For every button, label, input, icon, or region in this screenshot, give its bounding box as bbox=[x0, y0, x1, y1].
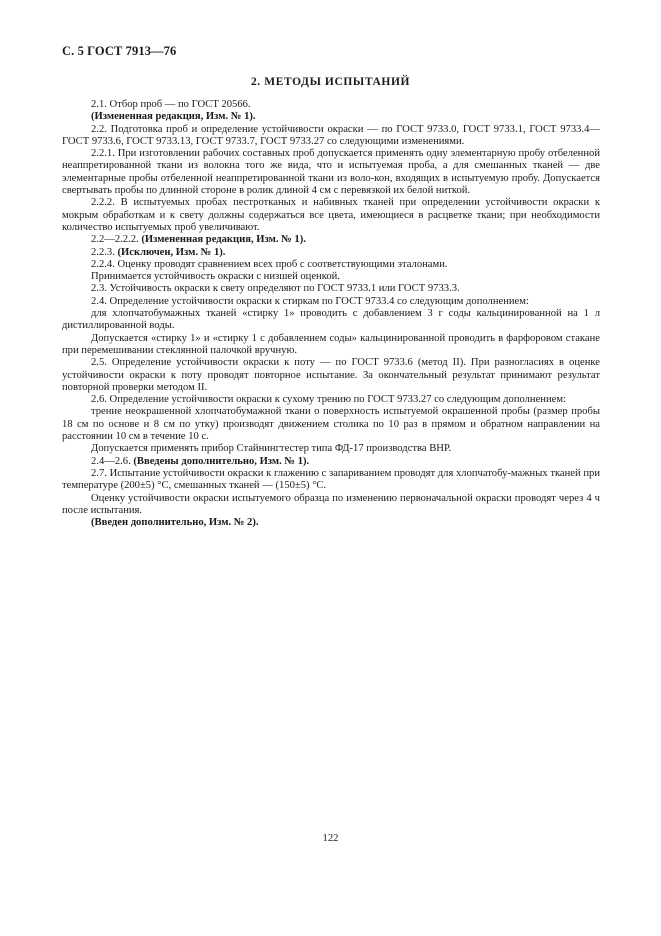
document-body bbox=[62, 99, 600, 529]
paragraph-2-1: 2.1. Отбор проб — по ГОСТ 20566. bbox=[91, 99, 251, 110]
paragraph-2-7-assessment: Оценку устойчивости окраски испытуемого образца по изменению первоначальной окраски проводят через 4 ч после испытания. bbox=[62, 492, 600, 516]
paragraph-2-6-rubbing: трение неокрашенной хлопчатобумажной ткани о поверхность испытуемой окрашенной пробы (размер пробы 18 см по основе и 8 см по утку) производят движением столика по 10 раз в прямом и обратном направлении на расстоянии 10 см в течение 10 с. bbox=[62, 406, 600, 443]
amendment-note-2-7: (Введен дополнительно, Изм. № 2). bbox=[91, 517, 259, 529]
paragraph-2-2: 2.2. Подготовка проб и определение устойчивости окраски — по ГОСТ 9733.0, ГОСТ 9733.1, ГОСТ 9733.4—ГОСТ 9733.6, ГОСТ 9733.13, ГОСТ 9733.7, ГОСТ 9733.27 со следующими изменениями. bbox=[62, 123, 600, 147]
amendment-text: (Измененная редакция, Изм. № 1). bbox=[141, 234, 306, 246]
paragraph-2-2-1: 2.2.1. При изготовлении рабочих составных проб допускается применять одну элементарную пробу отбеленной неаппретированной ткани из волокна того же вида, что и испытуемая проба, а для смешанных тканей — две элементарные пробы отбеленной неаппретированной ткани из воло-кон, входящих в испытуемую пробу. Допускается свертывать пробы по длинной стороне в ролик длиной 4 см с перевязкой их белой ниткой. bbox=[62, 148, 600, 197]
paragraph-lowest-rating: Принимается устойчивость окраски с низшей оценкой. bbox=[91, 271, 340, 283]
paragraph-2-6: 2.6. Определение устойчивости окраски к сухому трению по ГОСТ 9733.27 со следующим дополнением: bbox=[91, 394, 566, 406]
paragraph-2-7: 2.7. Испытание устойчивости окраски к глажению с запариванием проводят для хлопчатобу-мажных тканей при температуре (200±5) °С, смешанных тканей — (150±5) °С. bbox=[62, 467, 600, 492]
paragraph-2-2-2: 2.2.2. В испытуемых пробах пестротканых и набивных тканей при определении устойчивости окраски к мокрым обработкам и к свету должны содержаться все цвета, имеющиеся в расцветке ткани; при необходимости количество испытуемых проб увеличивают. bbox=[62, 197, 600, 233]
excluded-note: (Исключен, Изм. № 1). bbox=[117, 246, 226, 258]
paragraph-2-3: 2.3. Устойчивость окраски к свету определяют по ГОСТ 9733.1 или ГОСТ 9733.3. bbox=[91, 283, 460, 295]
paragraph-2-4: 2.4. Определение устойчивости окраски к стиркам по ГОСТ 9733.4 со следующим дополнением: bbox=[91, 295, 529, 307]
amendment-number: 2.4—2.6. bbox=[91, 455, 131, 467]
paragraph-2-6-device: Допускается применять прибор Стайнингтестер типа ФД-17 производства ВНР. bbox=[91, 443, 452, 455]
amendment-note-2-1: (Измененная редакция, Изм. № 1). bbox=[91, 111, 256, 123]
amendment-note-2-4-2-6 bbox=[62, 456, 600, 468]
amendment-note-2-2 bbox=[62, 234, 600, 246]
paragraph-2-2-4: 2.2.4. Оценку проводят сравнением всех проб с соответствующими эталонами. bbox=[91, 258, 448, 270]
section-title: 2. МЕТОДЫ ИСПЫТАНИЙ bbox=[250, 76, 411, 88]
paragraph-2-2-3 bbox=[62, 247, 600, 259]
paragraph-2-5: 2.5. Определение устойчивости окраски к поту — по ГОСТ 9733.6 (метод II). При разногласиях в оценке устойчивости окраски к поту проводят повторное испытание. За окончательный результат принимают результат повторной проверки методом II. bbox=[62, 357, 600, 393]
paragraph-2-4-cotton: для хлопчатобумажных тканей «стирку 1» проводить с добавлением 3 г соды кальцинированной на 1 л дистиллированной воды. bbox=[62, 308, 600, 332]
amendment-number: 2.2—2.2.2. bbox=[91, 234, 139, 246]
paragraph-2-4-manual: Допускается «стирку 1» и «стирку 1 с добавлением соды» кальцинированной проводить в фарфоровом стакане при перемешивании стеклянной палочкой вручную. bbox=[62, 332, 600, 356]
amendment-text: (Введены дополнительно, Изм. № 1). bbox=[133, 455, 310, 467]
paragraph-number: 2.2.3. bbox=[91, 246, 115, 258]
page-header: С. 5 ГОСТ 7913—76 bbox=[62, 44, 177, 58]
page-number: 122 bbox=[322, 833, 339, 844]
